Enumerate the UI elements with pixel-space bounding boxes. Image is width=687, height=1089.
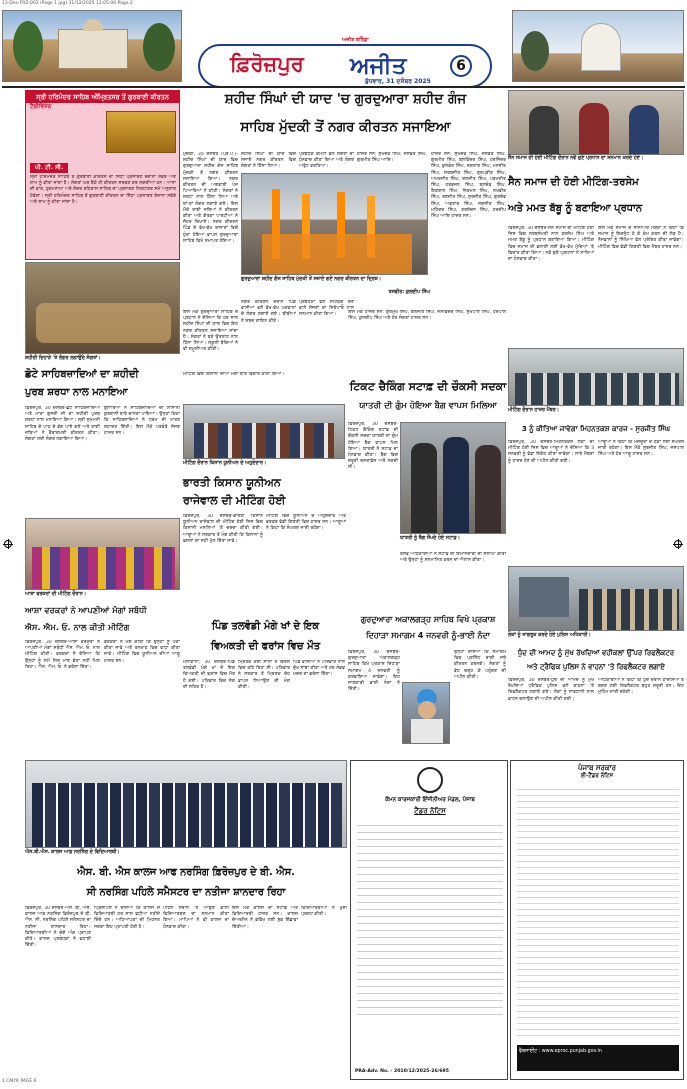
person-shape <box>411 443 437 534</box>
aasha-headline-1: ਆਸ਼ਾ ਵਰਕਰਾਂ ਨੇ ਆਪਣੀਆਂ ਮੰਗਾਂ ਸਬੰਧੀ <box>25 605 147 615</box>
police-headline-2: ਅਤੇ ਟ੍ਰੈਫਿਕ ਪੁਲਿਸ ਨੇ ਵਾਹਨਾਂ 'ਤੇ ਰਿਫਲੈਕਟਰ ਲਗਾਏ <box>527 663 665 671</box>
nursing-col2: ਪ੍ਰਿੰਸੀਪਲ ਨੇ ਦੱਸਿਆ ਕਿ ਕਾਲਜ ਦੇ ਵਿਦਿਆਰਥੀ ਹਰ ਸਾਲ ਵਧੀਆ ਨਤੀਜੇ ਦਿੰਦੇ ਹਨ। ਅਧਿਆਪਕਾਂ ਦੀ ਮਿਹਨਤ ਸਦਕਾ ਇਹ ਪ੍ਰਾਪਤੀ ਹੋਈ ਹੈ। <box>94 906 160 930</box>
aasha-meeting-photo <box>25 518 180 590</box>
masthead <box>198 37 492 88</box>
lead-headline-line2: ਸਾਹਿਬ ਮੁੱਦਕੀ ਤੋਂ ਨਗਰ ਕੀਰਤਨ ਸਜਾਇਆ <box>240 119 451 135</box>
registration-mark-icon <box>4 540 12 548</box>
police-col1: ਫ਼ਿਰੋਜ਼ਪੁਰ, 30 ਦਸੰਬਰ-ਧੁੰਦ ਦੀ ਆਮਦ ਨੂੰ ਮੁੱਖ ਰੱਖਦਿਆਂ ਟ੍ਰੈਫਿਕ ਪੁਲਿਸ ਵਲੋਂ ਵਾਹਨਾਂ 'ਤੇ ਰਿਫਲੈਕਟਰ ਲਗਾਏ ਗਏ। ਲੋਕਾਂ ਨੂੰ ਸਾਵਧਾਨੀ ਨਾਲ ਵਾਹਨ ਚਲਾਉਣ ਦੀ ਅਪੀਲ ਕੀਤੀ ਗਈ। <box>508 678 594 702</box>
bku-caption: ਮੀਟਿੰਗ ਦੌਰਾਨ ਕਿਸਾਨ ਯੂਨੀਅਨ ਦੇ ਅਹੁਦੇਦਾਰ। <box>183 461 267 466</box>
group-people-shape <box>515 373 679 406</box>
masthead-tagline: ਅਜੀਤ ਬਠਿੰਡਾ <box>342 37 369 43</box>
tree-shape <box>521 31 549 71</box>
right-mid-photo-1 <box>508 348 684 406</box>
kirtan-box-title: ਸ੍ਰੀ ਹਰਿਮੰਦਰ ਸਾਹਿਬ ਅੰਮ੍ਰਿਤਸਰ ਤੋਂ ਗੁਰਬਾਣੀ ਕੀਰਤਨ <box>26 91 179 103</box>
nursing-col4: ਇਸ ਮੌਕੇ ਕਾਲਜ ਦਾ ਸਟਾਫ਼ ਅਤੇ ਵਿਦਿਆਰਥੀ ਹਾਜ਼ਰ ਸਨ। ਕਾਲਜ ਚੇਅਰਮੈਨ ਨੇ ਭਵਿੱਖ ਲਈ ਸ਼ੁਭ ਇੱਛਾਵਾਂ ਦਿੱਤੀਆਂ। <box>232 906 298 930</box>
group-people-shape <box>579 589 679 631</box>
person-shape <box>579 103 609 155</box>
langar-scene-shape <box>36 303 171 343</box>
bhai-nanda-photo <box>402 682 450 744</box>
langar-photo <box>25 262 180 354</box>
sahibzade-headline-2: ਪੁਰਬ ਸ਼ਰਧਾ ਨਾਲ ਮਨਾਇਆ <box>25 387 128 398</box>
aasha-col1: ਫ਼ਿਰੋਜ਼ਪੁਰ, 30 ਦਸੰਬਰ-ਆਸ਼ਾ ਵਰਕਰਾਂ ਨੇ ਆਪਣੀਆਂ ਮੰਗਾਂ ਸਬੰਧੀ ਐਸ. ਐਮ. ਓ. ਨਾਲ ਮੀਟਿੰਗ ਕੀਤੀ। ਵਰਕਰਾਂ ਨੇ ਦੱਸਿਆ ਕਿ ਉਨ੍ਹਾਂ ਨੂੰ ਸਮੇਂ ਸਿਰ ਮਾਣ ਭੱਤਾ ਨਹੀਂ ਮਿਲ ਰਿਹਾ। ਐਸ. ਐਮ. ਓ. ਨੇ ਭਰੋਸਾ ਦਿੱਤਾ। <box>25 640 100 670</box>
bku-col1: ਫ਼ਿਰੋਜ਼ਪੁਰ, 30 ਦਸੰਬਰ-ਭਾਰਤੀ ਕਿਸਾਨ ਯੂਨੀਅਨ ਰਾਜੇਵਾਲ ਦੀ ਮੀਟਿੰਗ ਹੋਈ ਜਿਸ ਵਿਚ ਕਿਸਾਨੀ ਮਸਲਿਆਂ 'ਤੇ ਚਰਚਾ ਕੀਤੀ ਗਈ। ਆਗੂਆਂ ਨੇ ਸਰਕਾਰ ਤੋਂ ਮੰਗ ਕੀਤੀ ਕਿ ਕਿਸਾਨਾਂ ਨੂੰ ਫ਼ਸਲਾਂ ਦਾ ਸਹੀ ਮੁੱਲ ਦਿੱਤਾ ਜਾਵੇ। <box>183 514 263 544</box>
group-people-shape <box>194 423 334 459</box>
group-people-shape <box>32 547 175 590</box>
nursing-headline-1: ਐਸ. ਬੀ. ਐਸ ਕਾਲਜ ਆਫ ਨਰਸਿੰਗ ਫ਼ਿਰੋਜ਼ਪੁਰ ਦੇ ਬੀ. ਐਸ. <box>77 867 295 878</box>
shirt-shape <box>411 719 443 744</box>
village-headline-1: ਪਿੰਡ ਤਲਵੰਡੀ ਮੰਗੇ ਖਾਂ ਦੇ ਇਕ <box>211 621 320 632</box>
sain-samaj-headline-2: ਅਤੇ ਮਮਤ ਬੱਬੂ ਨੂੰ ਬਣਾਇਆ ਪ੍ਰਧਾਨ <box>508 203 643 214</box>
lead-story-col4: ਹਾਜ਼ਰ ਸਨ: ਸੁਖਦੇਵ ਸਿੰਘ, ਜਸਵੰਤ ਸਿੰਘ, ਗੁਰਮੀਤ ਸਿੰਘ ਆਦਿ। <box>357 152 427 164</box>
face-shape <box>418 701 436 719</box>
person-shape <box>529 106 559 155</box>
police-col2: ਅਧਿਕਾਰੀਆਂ ਨੇ ਕਿਹਾ ਕਿ ਧੁੰਦ ਦੌਰਾਨ ਹਾਦਸਿਆਂ ਤੋਂ ਬਚਣ ਲਈ ਰਿਫਲੈਕਟਰ ਬਹੁਤ ਜ਼ਰੂਰੀ ਹਨ। ਇਹ ਮੁਹਿੰਮ ਜਾਰੀ ਰਹੇਗੀ। <box>598 678 684 696</box>
vehicle-shape <box>519 577 569 617</box>
gurdwara-building-photo <box>2 10 182 82</box>
masthead-city: ਫ਼ਿਰੋਜ਼ਪੁਰ <box>230 51 304 76</box>
aasha-caption: ਆਸ਼ਾ ਵਰਕਰਾਂ ਦੀ ਮੀਟਿੰਗ ਦੌਰਾਨ। <box>25 592 86 597</box>
nursing-students-photo <box>25 760 347 848</box>
police-reflector-photo <box>508 566 684 631</box>
top-right-photo <box>512 10 684 82</box>
left-kirtan-box <box>25 90 180 260</box>
right-mid-caption: ਮੀਟਿੰਗ ਦੌਰਾਨ ਹਾਜ਼ਰ ਮੈਂਬਰ। <box>508 408 559 413</box>
masthead-date: ਬੁੱਧਵਾਰ, 31 ਦਸੰਬਰ 2025 <box>365 78 431 85</box>
aasha-headline-2: ਐਸ. ਐਮ. ਓ. ਨਾਲ ਕੀਤੀ ਮੀਟਿੰਗ <box>25 622 130 632</box>
right-mid-col2: ਆਗੂਆਂ ਨੇ ਕਿਹਾ ਕਿ ਮਜ਼ਦੂਰਾਂ ਦੇ ਹੱਕਾਂ ਲਈ ਸੰਘਰਸ਼ ਜਾਰੀ ਰਹੇਗਾ। ਇਸ ਮੌਕੇ ਸੁਰਜੀਤ ਸਿੰਘ, ਜਸਪਾਲ ਸਿੰਘ ਅਤੇ ਹੋਰ ਆਗੂ ਹਾਜ਼ਰ ਸਨ। <box>598 440 684 458</box>
nursing-headline-2: ਸੀ ਨਰਸਿੰਗ ਪਹਿਲੇ ਸਮੈਸਟਰ ਦਾ ਨਤੀਜਾ ਸ਼ਾਨਦਾਰ ਰਿਹਾ <box>86 887 286 898</box>
sahibzade-caption: ਸ਼ਹੀਦੀ ਦਿਹਾੜੇ 'ਤੇ ਲੰਗਰ ਲਗਾਉਂਦੇ ਸੰਗਤਾਂ। <box>25 356 101 361</box>
village-col2: ਮ੍ਰਿਤਕ ਕਈ ਸਾਲਾਂ ਤੋਂ ਵਿਦੇਸ਼ ਵਿਚ ਰਹਿ ਰਿਹਾ ਸੀ। ਪਰਿਵਾਰ ਨੇ ਸਰਕਾਰ ਤੋਂ ਮ੍ਰਿਤਕ ਦੇਹ ਵਾਪਸ ਲਿਆਉਣ ਦੀ ਮੰਗ ਕੀਤੀ। <box>238 660 290 690</box>
tender-table <box>357 821 503 1021</box>
lead-headline-line1: ਸ਼ਹੀਦ ਸਿੰਘਾਂ ਦੀ ਯਾਦ 'ਚ ਗੁਰਦੁਆਰਾ ਸ਼ਹੀਦ ਗੰਜ <box>224 91 467 107</box>
bku-headline-2: ਰਾਜੇਵਾਲ ਦੀ ਮੀਟਿੰਗ ਹੋਈ <box>183 494 286 507</box>
lead-story-col2b: ਨਗਰ ਕੀਰਤਨ ਦੌਰਾਨ ਪਿੰਡ ਵਾਸੀਆਂ ਵਲੋਂ ਵੱਖ-ਵੱਖ ਪਕਵਾਨਾਂ ਦੇ ਲੰਗਰ ਲਗਾਏ ਗਏ। ਬੀਬੀਆਂ ਨੇ ਸ਼ਬਦ ਗਾਇਨ ਕੀਤੇ। <box>241 300 296 324</box>
lead-story-col2: ਸ਼ਹੀਦ ਸਿੰਘਾਂ ਦੀ ਯਾਦ ਵਿਚ ਸਜਾਏ ਨਗਰ ਕੀਰਤਨ ਵਿਚ ਸੰਗਤਾਂ ਨੇ ਹਿੱਸਾ ਲਿਆ। <box>241 152 296 170</box>
page-number: 6 <box>450 55 472 77</box>
gurdwara-col1: ਫ਼ਿਰੋਜ਼ਪੁਰ, 30 ਦਸੰਬਰ-ਗੁਰਦੁਆਰਾ ਅਕਾਲਗੜ੍ਹ ਸਾਹਿਬ ਵਿਖੇ ਪ੍ਰਕਾਸ਼ ਦਿਹਾੜਾ ਸਮਾਗਮ 4 ਜਨਵਰੀ ਨੂੰ ਕਰਵਾਇਆ ਜਾਵੇਗਾ। ਇਹ ਜਾਣਕਾਰੀ ਭਾਈ ਨੰਦਾ ਨੇ ਦਿੱਤੀ। <box>348 650 400 693</box>
crowd-shape <box>262 234 412 274</box>
bku-col2: ਮੀਟਿੰਗ ਵਿਚ ਯੂਨੀਅਨ ਦੇ ਅਹੁਦੇਦਾਰ ਅਤੇ ਵਰਕਰ ਵੱਡੀ ਗਿਣਤੀ ਵਿਚ ਹਾਜ਼ਰ ਸਨ। ਆਗੂਆਂ ਨੇ ਕਿਹਾ ਕਿ ਸੰਘਰਸ਼ ਜਾਰੀ ਰਹੇਗਾ। <box>266 514 346 532</box>
lead-story-col1b: ਇਸ ਮੌਕੇ ਗੁਰਦੁਆਰਾ ਸਾਹਿਬ ਦੇ ਪ੍ਰਧਾਨ ਨੇ ਦੱਸਿਆ ਕਿ ਹਰ ਸਾਲ ਸ਼ਹੀਦ ਸਿੰਘਾਂ ਦੀ ਯਾਦ ਵਿਚ ਇਹ ਨਗਰ ਕੀਰਤਨ ਸਜਾਇਆ ਜਾਂਦਾ ਹੈ। ਸੰਗਤਾਂ ਨੇ ਬੜੇ ਉਤਸ਼ਾਹ ਨਾਲ ਹਿੱਸਾ ਲਿਆ। ਸਕੂਲੀ ਬੱਚਿਆਂ ਨੇ ਵੀ ਸ਼ਮੂਲੀਅਤ ਕੀਤੀ। <box>183 310 238 353</box>
lead-story-col5: ਹਾਜ਼ਰ ਸਨ: ਸੁਖਦੇਵ ਸਿੰਘ, ਜਸਵੰਤ ਸਿੰਘ, ਗੁਰਮੀਤ ਸਿੰਘ, ਬਲਵਿੰਦਰ ਸਿੰਘ, ਹਰਜਿੰਦਰ ਸਿੰਘ, ਕੁਲਵੰਤ ਸਿੰਘ, ਜਗਤਾਰ ਸਿੰਘ, ਮਨਜੀਤ ਸਿੰਘ, ਸਰਬਜੀਤ ਸਿੰਘ, ਗੁਰਪ੍ਰੀਤ ਸਿੰਘ, ਅਮਰਜੀਤ ਸਿੰਘ, ਦਲਜੀਤ ਸਿੰਘ, ਪਰਮਜੀਤ ਸਿੰਘ, ਹਰਭਜਨ ਸਿੰਘ, ਬਲਦੇਵ ਸਿੰਘ, ਇਕਬਾਲ ਸਿੰਘ, ਨਿਰਮਲ ਸਿੰਘ, ਲਖਵੀਰ ਸਿੰਘ, ਰਣਜੀਤ ਸਿੰਘ, ਸੁਰਜੀਤ ਸਿੰਘ, ਗੁਰਦੇਵ ਸਿੰਘ, ਅਵਤਾਰ ਸਿੰਘ, ਜਗਜੀਤ ਸਿੰਘ, ਮਹਿੰਦਰ ਸਿੰਘ, ਤਰਲੋਚਨ ਸਿੰਘ, ਹਰਦੀਪ ਸਿੰਘ ਆਦਿ ਹਾਜ਼ਰ ਸਨ। <box>431 152 506 220</box>
building-shape <box>58 29 128 69</box>
lead-photo-caption <box>241 277 428 283</box>
bku-headline-1: ਭਾਰਤੀ ਕਿਸਾਨ ਯੂਨੀਅਨ <box>183 476 281 489</box>
sain-samaj-headline-1: ਸੈਨ ਸਮਾਜ ਦੀ ਹੋਈ ਮੀਟਿੰਗ-ਤਰਸੇਮ <box>508 177 639 188</box>
govt-ad-footer: ਵੈਬਸਾਈਟ : www.eproc.punjab.gov.in <box>519 1049 602 1054</box>
ticket-top-text: ਇਸ ਮੌਕੇ ਹਾਜ਼ਰ ਸਨ: ਗੁਰਮੁੱਖ ਸਿੰਘ, ਬਲਜੀਤ ਸਿੰਘ, ਜਸਵਿੰਦਰ ਸਿੰਘ, ਸੁਖਪਾਲ ਸਿੰਘ, ਹਰਪਾਲ ਸਿੰਘ, ਕੁਲਦੀਪ ਸਿੰਘ ਅਤੇ ਹੋਰ ਸੰਗਤਾਂ ਹਾਜ਼ਰ ਸਨ। <box>348 310 506 322</box>
print-slug: 13-Dec-FRZ-003 (Page 1 jpg) 31/12/2025 12:05:00 Page 2 <box>2 1 133 6</box>
tree-shape <box>13 21 43 71</box>
ticket-staff-photo <box>400 422 506 534</box>
gurdwara-headline-1: ਗੁਰਦੁਆਰਾ ਅਕਾਲਗੜ੍ਹ ਸਾਹਿਬ ਵਿਖੇ ਪ੍ਰਕਾਸ਼ <box>360 615 496 624</box>
ticket-caption: ਯਾਤਰੀ ਨੂੰ ਬੈਗ ਸੌਂਪਦੇ ਹੋਏ ਸਟਾਫ਼। <box>400 536 460 541</box>
right-mid-headline: 3 ਨੂੰ ਕੀਤਿਆ ਜਾਵੇਗਾ ਮਿਹਨਤਕਸ਼ ਕਾਰਜ - ਸੁਰਜੀਤ ਸਿੰਘ <box>521 425 671 433</box>
monument-shape <box>581 23 621 71</box>
sain-samaj-caption: ਸੈਨ ਸਮਾਜ ਦੀ ਹੋਈ ਮੀਟਿੰਗ ਦੌਰਾਨ ਨਵੇਂ ਚੁਣੇ ਪ੍ਰਧਾਨ ਦਾ ਸਨਮਾਨ ਕਰਦੇ ਹੋਏ। <box>508 156 644 161</box>
village-headline-2: ਵਿਅਕਤੀ ਦੀ ਫਰਾਂਸ ਵਿਚ ਮੌਤ <box>210 641 321 652</box>
sahibzade-col2: ਬੁਲਾਰਿਆਂ ਨੇ ਸਾਹਿਬਜ਼ਾਦਿਆਂ ਦੀ ਲਾਸਾਨੀ ਕੁਰਬਾਨੀ ਬਾਰੇ ਚਾਨਣਾ ਪਾਇਆ। ਉਨ੍ਹਾਂ ਕਿਹਾ ਕਿ ਸਾਹਿਬਜ਼ਾਦਿਆਂ ਨੇ ਧਰਮ ਦੀ ਖਾਤਰ ਸ਼ਹਾਦਤ ਦਿੱਤੀ। ਇਸ ਮੌਕੇ ਪਤਵੰਤੇ ਸੱਜਣ ਹਾਜ਼ਰ ਸਨ। <box>104 406 180 436</box>
masthead-rule <box>2 86 685 88</box>
masthead-paper-name: ਅਜੀਤ <box>350 52 407 79</box>
tender-pra-no: PRA-Adv. No. - 2010/12/2025-26/695 <box>355 1068 449 1074</box>
person-shape <box>475 445 501 534</box>
police-headline-1: ਧੁੰਦ ਦੀ ਆਮਦ ਨੂੰ ਮੁੱਖ ਰੱਖਦਿਆਂ ਵਹੀਕਲਾਂ ਉੱਪਰ ਰਿਫਲੈਕਟਰ <box>517 649 675 657</box>
kirtan-channel: ਪੀ. ਟੀ. ਸੀ. <box>30 163 68 173</box>
nursing-col5: ਵਿਦਿਆਰਥੀਆਂ ਨੇ ਖੁਸ਼ੀ ਪ੍ਰਗਟ ਕੀਤੀ। <box>301 906 347 918</box>
sahibzade-headline-1: ਛੋਟੇ ਸਾਹਿਬਜ਼ਾਦਿਆਂ ਦਾ ਸ਼ਹੀਦੀ <box>25 369 139 380</box>
police-caption: ਲੋਕਾਂ ਨੂੰ ਜਾਗਰੂਕ ਕਰਦੇ ਹੋਏ ਪੁਲਿਸ ਅਧਿਕਾਰੀ। <box>508 633 591 638</box>
nursing-caption: ਐਸ.ਬੀ.ਐਸ. ਕਾਲਜ ਆਫ਼ ਨਰਸਿੰਗ ਦੇ ਵਿਦਿਆਰਥੀ। <box>25 850 120 855</box>
nagar-kirtan-photo <box>241 173 428 275</box>
sain-samaj-photo <box>508 90 684 155</box>
lead-story-col3: ਪ੍ਰਬੰਧਕ ਕਮੇਟੀ ਵਲੋਂ ਸੰਗਤਾਂ ਦਾ ਧੰਨਵਾਦ ਕੀਤਾ ਗਿਆ ਅਤੇ ਲੰਗਰ ਅਤੁੱਟ ਵਰਤਿਆ। <box>299 152 354 170</box>
group-people-shape <box>32 783 342 848</box>
ticket-headline-1: ਟਿਕਟ ਚੈਕਿੰਗ ਸਟਾਫ਼ ਦੀ ਚੌਕਸੀ ਸਦਕਾ <box>349 380 507 393</box>
village-col1: ਮੱਲਾਂਵਾਲਾ, 30 ਦਸੰਬਰ-ਪਿੰਡ ਤਲਵੰਡੀ ਮੰਗੇ ਖਾਂ ਦੇ ਇਕ ਵਿਅਕਤੀ ਦੀ ਫਰਾਂਸ ਵਿਚ ਮੌਤ ਹੋ ਗਈ। ਪਰਿਵਾਰ ਵਿਚ ਸੋਗ ਦੀ ਲਹਿਰ ਹੈ। <box>183 660 235 690</box>
punjab-emblem-icon <box>417 767 443 793</box>
sain-samaj-col2: ਇਸ ਮੌਕੇ ਸਮਾਜ ਦੇ ਸੀਨੀਅਰ ਮੈਂਬਰਾਂ ਨੇ ਕਿਹਾ ਕਿ ਸਮਾਜ ਨੂੰ ਇਕਜੁੱਟ ਹੋ ਕੇ ਕੰਮ ਕਰਨ ਦੀ ਲੋੜ ਹੈ। ਨੌਜਵਾਨਾਂ ਨੂੰ ਸਿੱਖਿਆ ਵੱਲ ਪ੍ਰੇਰਿਤ ਕੀਤਾ ਜਾਵੇਗਾ। ਮੀਟਿੰਗ ਵਿਚ ਵੱਡੀ ਗਿਣਤੀ ਵਿਚ ਮੈਂਬਰ ਹਾਜ਼ਰ ਸਨ। <box>598 226 684 250</box>
person-shape <box>629 105 659 155</box>
golden-temple-photo <box>106 111 176 153</box>
lead-story-col3b: ਪ੍ਰਬੰਧਕਾਂ ਵਲੋਂ ਸਹਿਯੋਗ ਦੇਣ ਵਾਲੇ ਸੱਜਣਾਂ ਦਾ ਸਿਰੋਪਾਓ ਨਾਲ ਸਨਮਾਨ ਕੀਤਾ ਗਿਆ। <box>299 300 354 318</box>
bottom-print-strip: 1 CMYK PAGE 6 <box>2 1079 37 1084</box>
tender-ad <box>350 760 508 1080</box>
sahibzade-col1: ਫ਼ਿਰੋਜ਼ਪੁਰ, 30 ਦਸੰਬਰ-ਛੋਟੇ ਸਾਹਿਬਜ਼ਾਦਿਆਂ ਅਤੇ ਮਾਤਾ ਗੁਜਰੀ ਜੀ ਦਾ ਸ਼ਹੀਦੀ ਪੁਰਬ ਸ਼ਰਧਾ ਨਾਲ ਮਨਾਇਆ ਗਿਆ। ਸ੍ਰੀ ਸੁਖਮਨੀ ਸਾਹਿਬ ਦੇ ਪਾਠ ਦੇ ਭੋਗ ਪਾਏ ਗਏ ਅਤੇ ਰਾਗੀ ਜਥਿਆਂ ਨੇ ਵੈਰਾਗਮਈ ਕੀਰਤਨ ਕੀਤਾ। ਸੰਗਤਾਂ ਲਈ ਲੰਗਰ ਲਗਾਇਆ ਗਿਆ। <box>25 406 100 443</box>
ticket-col1: ਫ਼ਿਰੋਜ਼ਪੁਰ, 30 ਦਸੰਬਰ-ਟਿਕਟ ਚੈਕਿੰਗ ਸਟਾਫ਼ ਦੀ ਚੌਕਸੀ ਸਦਕਾ ਯਾਤਰੀ ਦਾ ਗੁੰਮ ਹੋਇਆ ਬੈਗ ਵਾਪਸ ਮਿਲ ਗਿਆ। ਯਾਤਰੀ ਨੇ ਸਟਾਫ਼ ਦਾ ਧੰਨਵਾਦ ਕੀਤਾ। ਬੈਗ ਵਿਚ ਜ਼ਰੂਰੀ ਦਸਤਾਵੇਜ਼ ਅਤੇ ਨਕਦੀ ਸੀ। <box>348 422 398 471</box>
lead-caption-text: ਗੁਰਦੁਆਰਾ ਸ਼ਹੀਦ ਗੰਜ ਸਾਹਿਬ ਮੁੱਦਕੀ ਤੋਂ ਸਜਾਏ ਗਏ ਨਗਰ ਕੀਰਤਨ ਦਾ ਦ੍ਰਿਸ਼। <box>241 277 381 282</box>
lead-photo-credit: ਤਸਵੀਰ: ਕੁਲਦੀਪ ਸਿੰਘ <box>388 290 430 295</box>
nursing-col1: ਫ਼ਿਰੋਜ਼ਪੁਰ, 30 ਦਸੰਬਰ-ਐਸ. ਬੀ. ਐਸ. ਕਾਲਜ ਆਫ਼ ਨਰਸਿੰਗ ਫ਼ਿਰੋਜ਼ਪੁਰ ਦੇ ਬੀ. ਐਸ. ਸੀ. ਨਰਸਿੰਗ ਪਹਿਲੇ ਸਮੈਸਟਰ ਦਾ ਨਤੀਜਾ ਸ਼ਾਨਦਾਰ ਰਿਹਾ। ਵਿਦਿਆਰਥੀਆਂ ਨੇ ਚੰਗੇ ਅੰਕ ਪ੍ਰਾਪਤ ਕੀਤੇ। ਕਾਲਜ ਪ੍ਰਬੰਧਕਾਂ ਨੇ ਵਧਾਈ ਦਿੱਤੀ। <box>25 906 91 949</box>
ticket-col2: ਰੇਲਵੇ ਅਧਿਕਾਰੀਆਂ ਨੇ ਸਟਾਫ਼ ਦੀ ਇਮਾਨਦਾਰੀ ਦੀ ਸ਼ਲਾਘਾ ਕੀਤੀ ਅਤੇ ਉਨ੍ਹਾਂ ਨੂੰ ਸਨਮਾਨਿਤ ਕਰਨ ਦਾ ਐਲਾਨ ਕੀਤਾ। <box>400 552 506 564</box>
tender-notice-title: ਟੈਂਡਰ ਨੋਟਿਸ <box>414 807 446 815</box>
tender-org: ਕੌਮਨ ਕਾਰਜਕਾਰੀ ਇੰਜੀਨੀਅਰ ਮੰਡਲ, ਪੰਜਾਬ <box>385 797 475 803</box>
dome-shape <box>83 19 103 31</box>
govt-ad-table <box>517 785 679 1041</box>
aasha-col2: ਵਰਕਰਾਂ ਨੇ ਮੰਗ ਕੀਤੀ ਕਿ ਉਨ੍ਹਾਂ ਨੂੰ ਪੱਕਾ ਕੀਤਾ ਜਾਵੇ ਅਤੇ ਤਨਖ਼ਾਹ ਵਿਚ ਵਾਧਾ ਕੀਤਾ ਜਾਵੇ। ਮੀਟਿੰਗ ਵਿਚ ਯੂਨੀਅਨ ਦੀਆਂ ਆਗੂ ਹਾਜ਼ਰ ਸਨ। <box>104 640 180 664</box>
nursing-col3: ਪਹਿਲੇ ਸਥਾਨ 'ਤੇ ਆਉਣ ਵਾਲੀ ਵਿਦਿਆਰਥਣ ਦਾ ਸਨਮਾਨ ਕੀਤਾ ਗਿਆ। ਮਾਪਿਆਂ ਨੇ ਵੀ ਕਾਲਜ ਦਾ ਧੰਨਵਾਦ ਕੀਤਾ। <box>163 906 229 930</box>
right-mid-col1: ਫ਼ਿਰੋਜ਼ਪੁਰ, 30 ਦਸੰਬਰ-ਮਿਹਨਤਕਸ਼ ਲੋਕਾਂ ਦੀ ਮੀਟਿੰਗ ਹੋਈ ਜਿਸ ਵਿਚ ਆਗੂਆਂ ਨੇ ਦੱਸਿਆ ਕਿ 3 ਜਨਵਰੀ ਨੂੰ ਵੱਡਾ ਇਕੱਠ ਕੀਤਾ ਜਾਵੇਗਾ। ਸਾਰੇ ਮੈਂਬਰਾਂ ਨੂੰ ਹਾਜ਼ਰ ਹੋਣ ਦੀ ਅਪੀਲ ਕੀਤੀ ਗਈ। <box>508 440 594 464</box>
tree-shape <box>143 23 175 71</box>
govt-ad-title: ਪੰਜਾਬ ਸਰਕਾਰ <box>577 764 616 772</box>
gurdwara-col2: ਉਨ੍ਹਾਂ ਦੱਸਿਆ ਕਿ ਸਮਾਗਮ ਵਿਚ ਪ੍ਰਸਿੱਧ ਰਾਗੀ ਜਥੇ ਕੀਰਤਨ ਕਰਨਗੇ। ਸੰਗਤਾਂ ਨੂੰ ਵੱਧ ਚੜ੍ਹ ਕੇ ਪਹੁੰਚਣ ਦੀ ਅਪੀਲ ਕੀਤੀ। <box>454 650 506 680</box>
registration-mark-icon <box>674 540 682 548</box>
village-col3: ਪਿੰਡ ਵਾਸੀਆਂ ਨੇ ਪਰਿਵਾਰ ਨਾਲ ਦੁੱਖ ਸਾਂਝਾ ਕੀਤਾ ਅਤੇ ਹਰ ਸੰਭਵ ਮਦਦ ਦਾ ਭਰੋਸਾ ਦਿੱਤਾ। <box>293 660 345 678</box>
kirtan-box-sub: ਟੈਲੀਵਿਜ਼ਨ <box>30 104 52 110</box>
bku-top-text: ਮੀਟਿੰਗ ਵਿਚ ਕਿਸਾਨਾਂ ਦੀਆਂ ਮੰਗਾਂ ਬਾਰੇ ਵਿਚਾਰ ਕੀਤਾ ਗਿਆ। <box>183 372 285 377</box>
gurdwara-headline-2: ਦਿਹਾੜਾ ਸਮਾਗਮ 4 ਜਨਵਰੀ ਨੂੰ-ਭਾਈ ਨੰਦਾ <box>365 631 491 640</box>
lead-story-col1: ਮੁੱਦਕੀ, 30 ਦਸੰਬਰ (ਪ੍ਰ.ਪ.)-ਸ਼ਹੀਦ ਸਿੰਘਾਂ ਦੀ ਯਾਦ ਵਿਚ ਗੁਰਦੁਆਰਾ ਸ਼ਹੀਦ ਗੰਜ ਸਾਹਿਬ ਮੁੱਦਕੀ ਤੋਂ ਨਗਰ ਕੀਰਤਨ ਸਜਾਇਆ ਗਿਆ। ਨਗਰ ਕੀਰਤਨ ਦੀ ਅਗਵਾਈ ਪੰਜ ਪਿਆਰਿਆਂ ਨੇ ਕੀਤੀ। ਸੰਗਤਾਂ ਨੇ ਸ਼ਰਧਾ ਨਾਲ ਹਿੱਸਾ ਲਿਆ ਅਤੇ ਥਾਂ-ਥਾਂ ਲੰਗਰ ਲਗਾਏ ਗਏ। ਇਸ ਮੌਕੇ ਰਾਗੀ ਜਥਿਆਂ ਨੇ ਕੀਰਤਨ ਕੀਤਾ ਅਤੇ ਗੱਤਕਾ ਪਾਰਟੀਆਂ ਨੇ ਜੌਹਰ ਦਿਖਾਏ। ਨਗਰ ਕੀਰਤਨ ਪਿੰਡ ਦੇ ਵੱਖ-ਵੱਖ ਬਾਜ਼ਾਰਾਂ ਵਿਚੋਂ ਹੁੰਦਾ ਹੋਇਆ ਵਾਪਸ ਗੁਰਦੁਆਰਾ ਸਾਹਿਬ ਵਿਖੇ ਸਮਾਪਤ ਹੋਇਆ। <box>183 152 238 244</box>
govt-ad-sub: ਈ-ਟੈਂਡਰ ਨੋਟਿਸ <box>580 773 614 780</box>
person-shape <box>443 437 469 534</box>
sain-samaj-col1: ਫ਼ਿਰੋਜ਼ਪੁਰ, 30 ਦਸੰਬਰ-ਸੈਨ ਸਮਾਜ ਦੀ ਮੀਟਿੰਗ ਹੋਈ ਜਿਸ ਵਿਚ ਸਰਬਸੰਮਤੀ ਨਾਲ ਤਰਸੇਮ ਸਿੰਘ ਅਤੇ ਮਮਤ ਬੱਬੂ ਨੂੰ ਪ੍ਰਧਾਨ ਬਣਾਇਆ ਗਿਆ। ਮੀਟਿੰਗ ਵਿਚ ਸਮਾਜ ਦੀ ਭਲਾਈ ਲਈ ਵੱਖ-ਵੱਖ ਮੁੱਦਿਆਂ 'ਤੇ ਵਿਚਾਰ ਕੀਤਾ ਗਿਆ। ਨਵੇਂ ਚੁਣੇ ਪ੍ਰਧਾਨਾਂ ਨੇ ਸਾਰਿਆਂ ਦਾ ਧੰਨਵਾਦ ਕੀਤਾ। <box>508 226 594 263</box>
ticket-headline-2: ਯਾਤਰੀ ਦੀ ਗੁੰਮ ਹੋਇਆ ਬੈਗ ਵਾਪਸ ਮਿਲਿਆ <box>359 401 497 411</box>
bku-meeting-photo <box>183 404 345 459</box>
kirtan-schedule-text: ਸ੍ਰੀ ਹਰਿਮੰਦਰ ਸਾਹਿਬ ਤੋਂ ਗੁਰਬਾਣੀ ਕੀਰਤਨ ਦਾ ਸਿੱਧਾ ਪ੍ਰਸਾਰਣ ਰੋਜ਼ਾਨਾ ਸਵੇਰੇ ਅਤੇ ਸ਼ਾਮ ਨੂੰ ਕੀਤਾ ਜਾਂਦਾ ਹੈ। ਸੰਗਤਾਂ ਘਰ ਬੈਠੇ ਹੀ ਕੀਰਤਨ ਸਰਵਣ ਕਰ ਸਕਦੀਆਂ ਹਨ। ਆਸਾ ਦੀ ਵਾਰ, ਹੁਕਮਨਾਮਾ ਅਤੇ ਸੋਦਰ ਰਹਿਰਾਸ ਸਾਹਿਬ ਦਾ ਪ੍ਰਸਾਰਣ ਨਿਰਧਾਰਤ ਸਮੇਂ ਅਨੁਸਾਰ ਹੋਵੇਗਾ। ਸ੍ਰੀ ਹਰਿਮੰਦਰ ਸਾਹਿਬ ਤੋਂ ਗੁਰਬਾਣੀ ਕੀਰਤਨ ਦਾ ਸਿੱਧਾ ਪ੍ਰਸਾਰਣ ਰੋਜ਼ਾਨਾ ਸਵੇਰੇ ਅਤੇ ਸ਼ਾਮ ਨੂੰ ਕੀਤਾ ਜਾਂਦਾ ਹੈ। <box>30 175 176 205</box>
govt-ad <box>510 760 684 1080</box>
